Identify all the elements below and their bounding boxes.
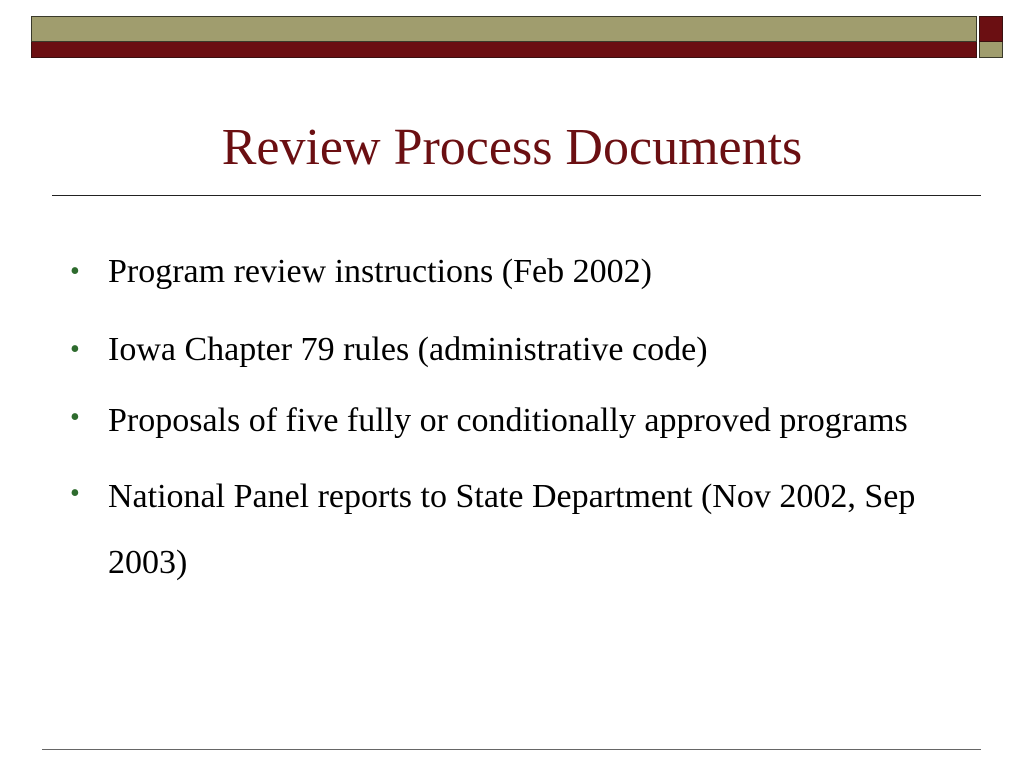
header-banner: [31, 16, 1003, 58]
banner-maroon-square: [979, 16, 1003, 42]
banner-maroon-bar: [31, 42, 977, 58]
slide-title: Review Process Documents: [221, 119, 803, 176]
bullet-list: [70, 246, 970, 606]
bullet-text: Program review instructions (Feb 2002): [108, 253, 652, 290]
footer-divider: [42, 749, 981, 750]
bullet-icon: •: [70, 334, 80, 365]
bullet-item: [70, 324, 970, 376]
bullet-item: [70, 246, 970, 298]
bullet-text: Proposals of five fully or conditionally approved programs: [108, 402, 908, 439]
bullet-icon: •: [70, 402, 80, 433]
bullet-text: National Panel reports to State Department (Nov 2002, Sep 2003): [108, 478, 916, 581]
bullet-text: Iowa Chapter 79 rules (administrative code): [108, 331, 708, 368]
bullet-item: [70, 464, 970, 596]
bullet-icon: •: [70, 478, 80, 509]
banner-olive-square: [979, 42, 1003, 58]
title-divider: [52, 195, 981, 196]
bullet-item: [70, 388, 970, 454]
bullet-icon: •: [70, 256, 80, 287]
banner-olive-bar: [31, 16, 977, 42]
